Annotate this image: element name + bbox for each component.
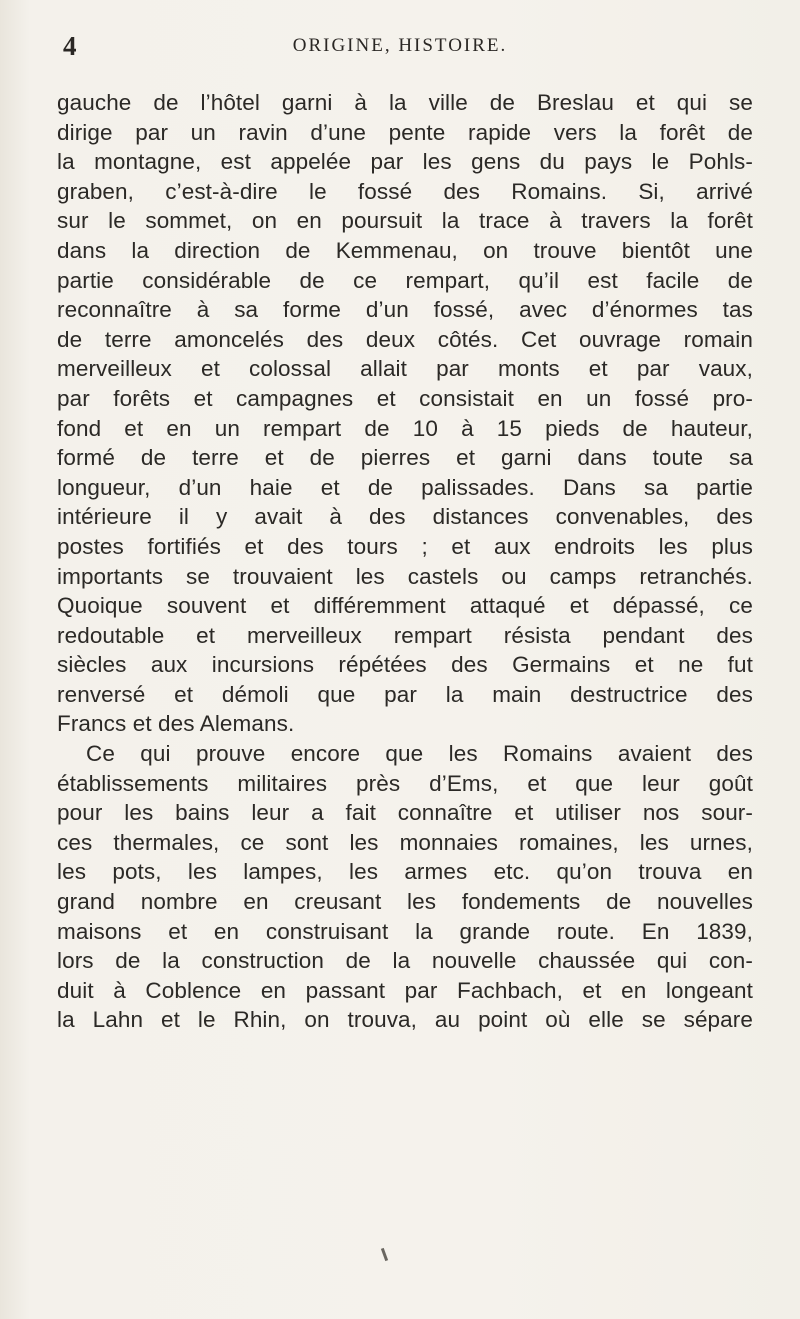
text-line: sur le sommet, on en poursuit la trace à travers la forêt — [57, 208, 753, 234]
text-line: la montagne, est appelée par les gens du pays le Pohls- — [57, 149, 753, 175]
page-number: 4 — [63, 31, 77, 61]
text-line: Francs et des Alemans. — [57, 711, 295, 737]
running-head: ORIGINE, HISTOIRE. — [292, 35, 508, 56]
text-line: gauche de l’hôtel garni à la ville de Breslau et qui se — [57, 90, 753, 115]
ink-mark — [381, 1248, 388, 1261]
text-line: dirige par un ravin d’une pente rapide vers la forêt de — [57, 119, 753, 145]
text-line: partie considérable de ce rempart, qu’il est facile de — [57, 267, 753, 293]
text-line: grand nombre en creusant les fondements de nouvelles — [57, 889, 753, 915]
text-line: merveilleux et colossal allait par monts et par vaux, — [57, 356, 753, 382]
text-line: reconnaître à sa forme d’un fossé, avec d’énormes tas — [57, 297, 753, 323]
text-line: intérieure il y avait à des distances convenables, des — [57, 504, 753, 530]
text-line: établissements militaires près d’Ems, et que leur goût — [57, 770, 753, 796]
paragraph — [57, 88, 753, 739]
text-line: les pots, les lampes, les armes etc. qu’on trouva en — [57, 859, 753, 885]
text-line: Quoique souvent et différemment attaqué et dépassé, ce — [57, 593, 753, 619]
text-line: la Lahn et le Rhin, on trouva, au point où elle se sépare — [57, 1007, 753, 1033]
text-line: duit à Coblence en passant par Fachbach, et en longeant — [57, 977, 753, 1003]
text-line: par forêts et campagnes et consistait en un fossé pro- — [57, 385, 753, 411]
text-line: pour les bains leur a fait connaître et utiliser nos sour- — [57, 800, 753, 826]
text-line: formé de terre et de pierres et garni dans toute sa — [57, 445, 753, 471]
text-line: maisons et en construisant la grande route. En 1839, — [57, 918, 753, 944]
text-line: importants se trouvaient les castels ou camps retranchés. — [57, 563, 753, 589]
text-line: postes fortifiés et des tours ; et aux endroits les plus — [57, 533, 753, 559]
text-line: ces thermales, ce sont les monnaies romaines, les urnes, — [57, 829, 753, 855]
text-line: de terre amoncelés des deux côtés. Cet ouvrage romain — [57, 326, 753, 352]
text-line: Ce qui prouve encore que les Romains avaient des — [86, 741, 753, 767]
text-line: longueur, d’un haie et de palissades. Dans sa partie — [57, 474, 753, 500]
text-line: dans la direction de Kemmenau, on trouve bientôt une — [57, 237, 753, 263]
paragraph — [57, 739, 753, 1035]
body-text — [57, 88, 753, 1035]
text-line: fond et en un rempart de 10 à 15 pieds de hauteur, — [57, 415, 753, 441]
page-header — [0, 30, 800, 62]
text-line: graben, c’est-à-dire le fossé des Romains. Si, arrivé — [57, 178, 753, 204]
text-line: renversé et démoli que par la main destructrice des — [57, 681, 753, 707]
text-line: siècles aux incursions répétées des Germains et ne fut — [57, 652, 753, 678]
text-line: lors de la construction de la nouvelle chaussée qui con- — [57, 948, 753, 974]
text-line: redoutable et merveilleux rempart résista pendant des — [57, 622, 753, 648]
